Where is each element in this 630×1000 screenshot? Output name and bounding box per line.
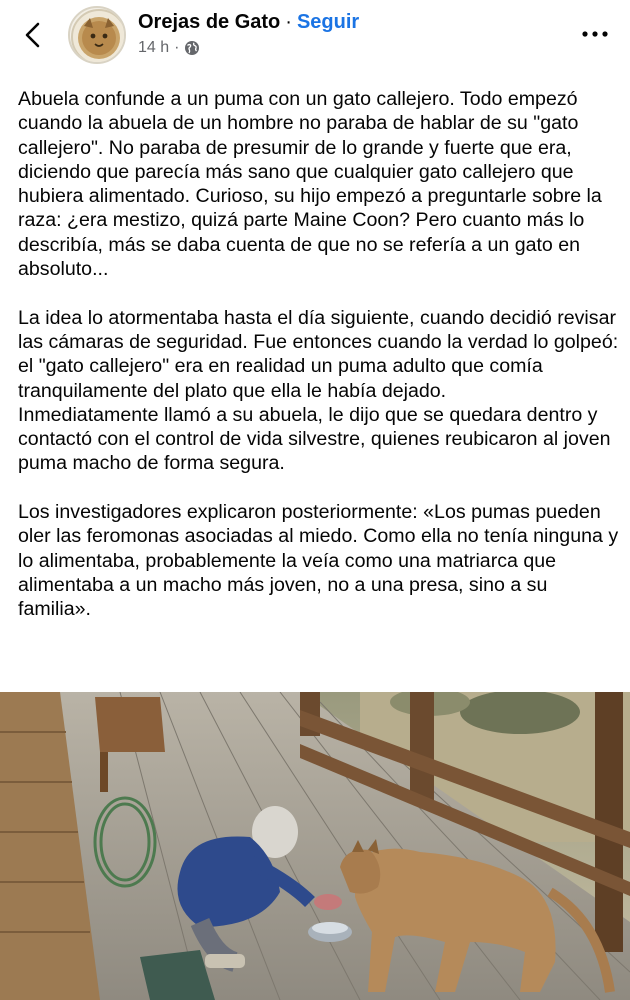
post-paragraph: Inmediatamente llamó a su abuela, le dijo que se quedara dentro y contactó con el control de vida silvestre, quienes reubicaron al joven puma macho de forma segura. xyxy=(18,403,611,475)
title-separator: · xyxy=(285,11,292,33)
back-button[interactable] xyxy=(18,18,50,52)
page-avatar[interactable] xyxy=(68,6,126,64)
post-paragraph: Abuela confunde a un puma con un gato callejero. Todo empezó cuando la abuela de un hombre no paraba de hablar de su "gato callejero". No paraba de presumir de lo grande y fuerte que era, diciendo que parecía más sano que cualquier gato callejero que hubiera alimentado. Curioso, su hijo empezó a preguntarle sobre la raza: ¿era mestizo, quizá parte Maine Coon? Pero cuanto más lo describía, más se daba cuenta de que no se refería a un gato en absoluto... xyxy=(18,88,602,281)
post-photo[interactable] xyxy=(0,692,630,1000)
post-meta xyxy=(138,39,200,57)
post-paragraph: La idea lo atormentaba hasta el día siguiente, cuando decidió revisar las cámaras de seguridad. Fue entonces cuando la verdad lo golpeó: el "gato callejero" era en realidad un puma adulto que comía tranquilamente del plato que ella le había dejado. xyxy=(18,306,619,402)
page-title-row xyxy=(138,11,359,34)
post-body xyxy=(18,87,622,622)
chevron-left-icon xyxy=(18,18,50,52)
post-paragraph: Los investigadores explicaron posteriormente: «Los pumas pueden oler las feromonas asociadas al miedo. Como ella no tenía ninguna y lo alimentaba, probablemente la veía como una matriarca que alimentaba a un macho más joven, no a una presa, sino a su familia». xyxy=(18,501,619,621)
page-logo-icon xyxy=(70,8,126,64)
globe-icon xyxy=(184,40,200,56)
more-horizontal-icon xyxy=(580,22,610,46)
security-camera-image xyxy=(0,692,630,1000)
post-header xyxy=(0,0,630,76)
post-timestamp[interactable]: 14 h xyxy=(138,39,170,56)
page-name-link[interactable]: Orejas de Gato xyxy=(138,11,281,33)
follow-button[interactable]: Seguir xyxy=(296,11,360,33)
more-options-button[interactable] xyxy=(580,22,610,46)
meta-separator: · xyxy=(174,39,180,56)
